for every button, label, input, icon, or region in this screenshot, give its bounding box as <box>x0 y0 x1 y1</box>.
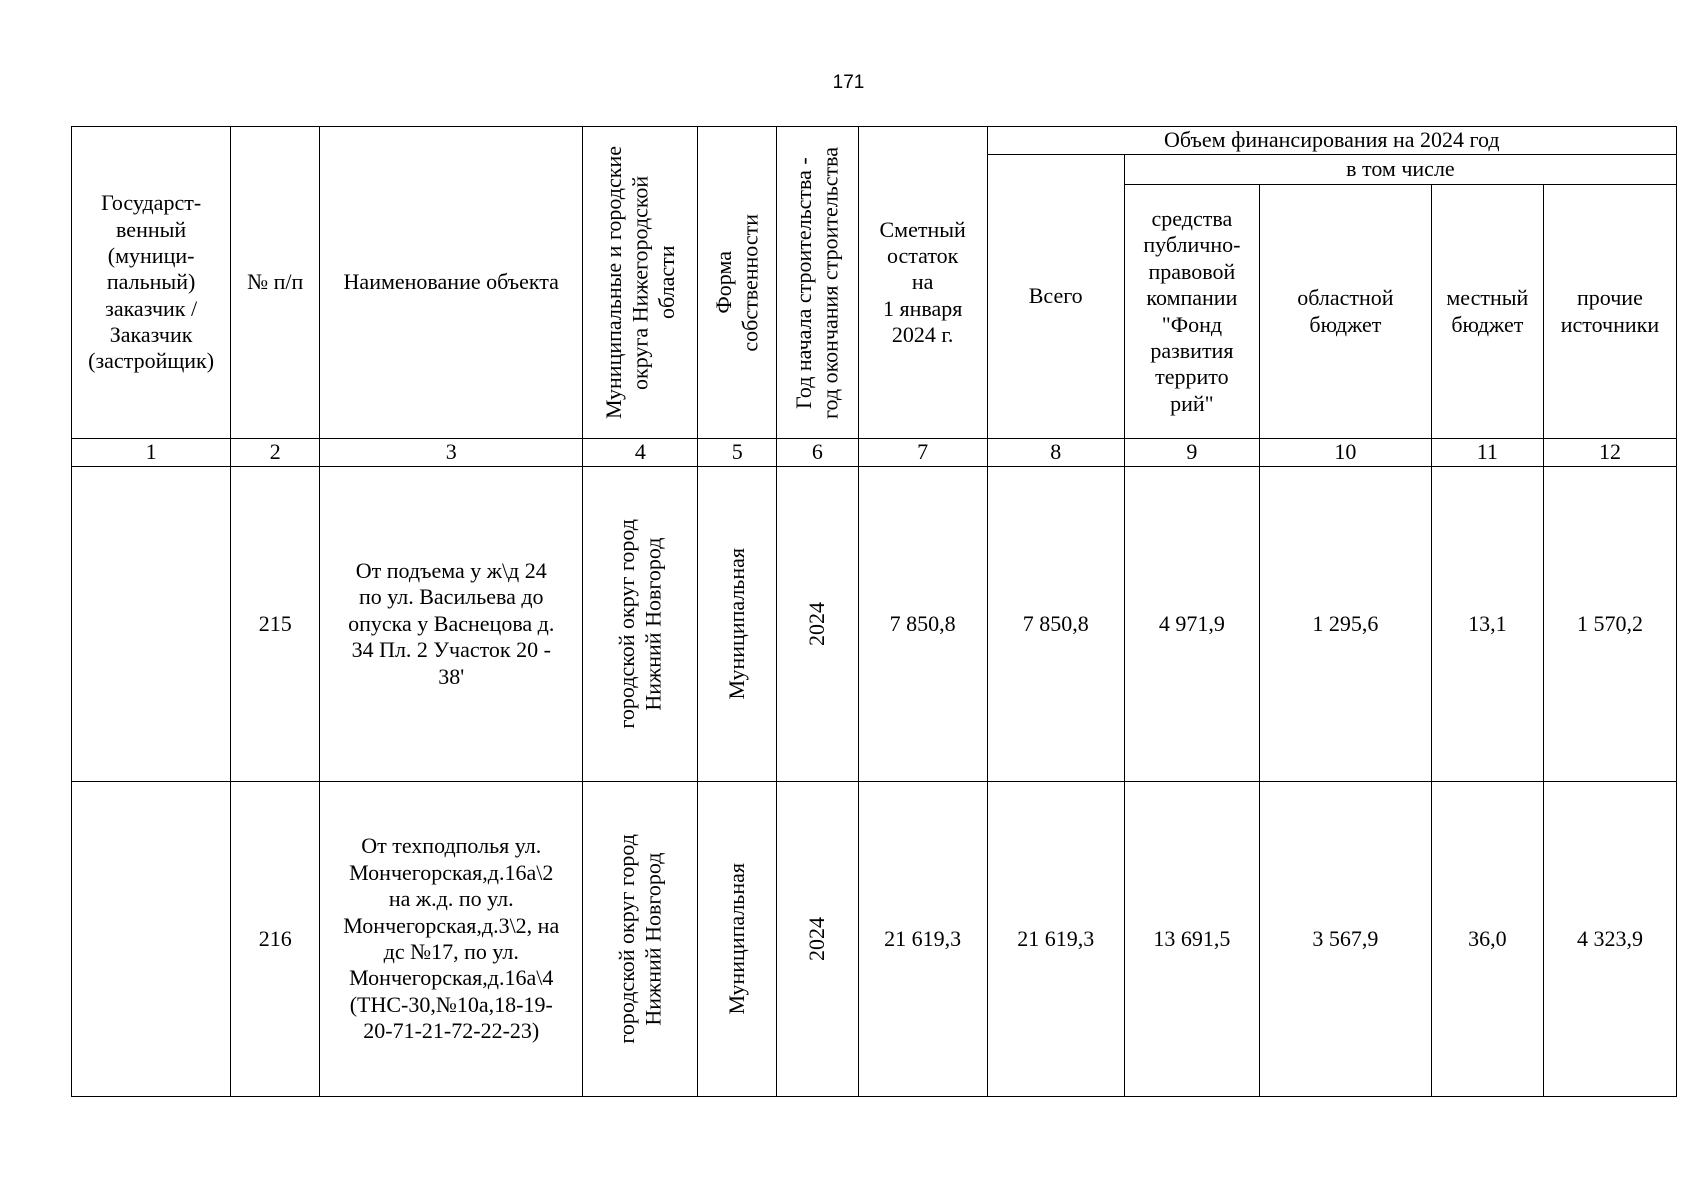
ownership-cell: Муниципальная <box>698 782 777 1097</box>
district-cell: городской округ город Нижний Новгород <box>583 467 698 782</box>
header-regional: областной бюджет <box>1259 185 1431 439</box>
header-total: Всего <box>987 155 1124 439</box>
header-row <box>72 127 1677 155</box>
header-object-name: Наименование объекта <box>320 127 583 439</box>
object-name: От техподполья ул. Мончегорская,д.16а\2 на ж.д. по ул. Мончегорская,д.3\2, на дс №17, по ул. Мончегорская,д.16а\4 (ТНС-30,№10а,18-19- 20-71-21-72-22-23) <box>320 782 583 1097</box>
other-cell: 1 570,2 <box>1543 467 1676 782</box>
header-fund: средства публично- правовой компании "Фонд развития террито рий" <box>1124 185 1259 439</box>
header-other: прочие источники <box>1543 185 1676 439</box>
column-number: 3 <box>320 439 583 467</box>
local-cell: 13,1 <box>1431 467 1543 782</box>
years-cell: 2024 <box>777 467 859 782</box>
row-number: 215 <box>231 467 320 782</box>
total-cell: 7 850,8 <box>987 467 1124 782</box>
fund-cell: 4 971,9 <box>1124 467 1259 782</box>
header-ownership: Форма собственности <box>698 127 777 439</box>
years-cell: 2024 <box>777 782 859 1097</box>
table-row <box>72 782 1677 1097</box>
header-including: в том числе <box>1124 155 1676 185</box>
header-funding-group: Объем финансирования на 2024 год <box>987 127 1676 155</box>
object-name: От подъема у ж\д 24 по ул. Васильева до опуска у Васнецова д. 34 Пл. 2 Участок 20 - 38' <box>320 467 583 782</box>
header-balance: Сметный остаток на 1 января 2024 г. <box>858 127 987 439</box>
ownership-cell: Муниципальная <box>698 467 777 782</box>
local-cell: 36,0 <box>1431 782 1543 1097</box>
header-number: № п/п <box>231 127 320 439</box>
header-years: Год начала строительства - год окончания строительства <box>777 127 859 439</box>
column-number: 10 <box>1259 439 1431 467</box>
district-cell: городской округ город Нижний Новгород <box>583 782 698 1097</box>
column-number: 4 <box>583 439 698 467</box>
total-cell: 21 619,3 <box>987 782 1124 1097</box>
column-number: 12 <box>1543 439 1676 467</box>
column-number: 6 <box>777 439 859 467</box>
fund-cell: 13 691,5 <box>1124 782 1259 1097</box>
column-number-row <box>72 439 1677 467</box>
balance-cell: 21 619,3 <box>858 782 987 1097</box>
header-local: местный бюджет <box>1431 185 1543 439</box>
header-customer: Государст- венный (муници- пальный) заказчик / Заказчик (застройщик) <box>72 127 231 439</box>
page-number: 171 <box>832 72 865 93</box>
column-number: 9 <box>1124 439 1259 467</box>
table-row <box>72 467 1677 782</box>
column-number: 2 <box>231 439 320 467</box>
regional-cell: 1 295,6 <box>1259 467 1431 782</box>
column-number: 7 <box>858 439 987 467</box>
column-number: 8 <box>987 439 1124 467</box>
customer-cell <box>72 467 231 782</box>
header-district: Муниципальные и городские округа Нижегородской области <box>583 127 698 439</box>
row-number: 216 <box>231 782 320 1097</box>
column-number: 1 <box>72 439 231 467</box>
customer-cell <box>72 782 231 1097</box>
column-number: 11 <box>1431 439 1543 467</box>
balance-cell: 7 850,8 <box>858 467 987 782</box>
other-cell: 4 323,9 <box>1543 782 1676 1097</box>
column-number: 5 <box>698 439 777 467</box>
financing-table <box>71 126 1677 1097</box>
regional-cell: 3 567,9 <box>1259 782 1431 1097</box>
